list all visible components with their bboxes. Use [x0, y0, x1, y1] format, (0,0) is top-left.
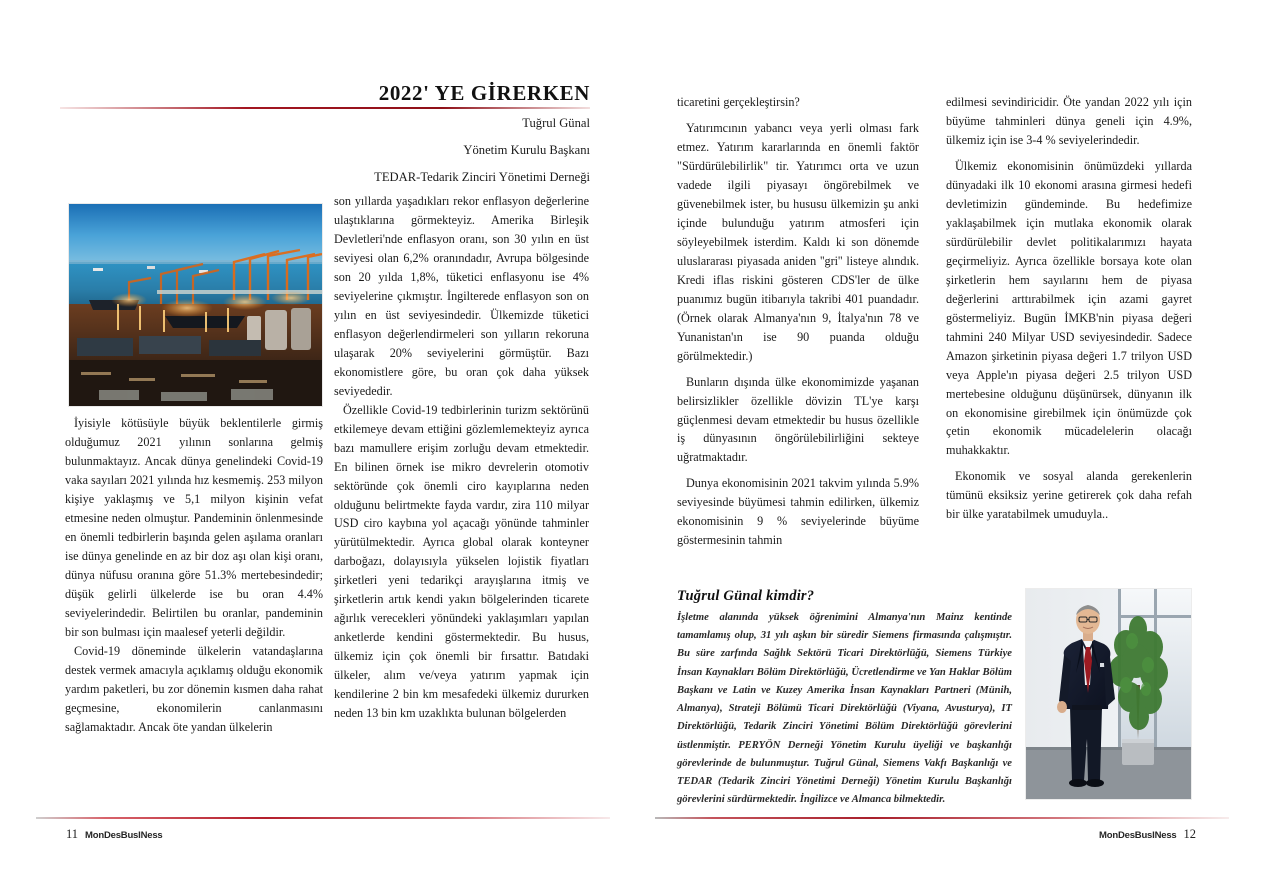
author-bio-text — [677, 588, 1012, 809]
paragraph: Bunların dışında ülke ekonomimizde yaşanan belirsizlikler özellikle dövizin TL'ye karşı güçlenmesi devam etmektedir bu husus özellikle iş dünyasının öngörülebilirliğini sekteye uğratmaktadır. — [677, 374, 919, 465]
paragraph: son yıllarda yaşadıkları rekor enflasyon değerlerine ulaştıklarına görmekteyiz. Amerika Birleşik Devletleri'nde enflasyon oranı, son 30 yılın en üst seviyesi olan 6,2% oranındadır, Avrupa bölgesinde son 20 yılda 1,8%, tüketici enflasyonu ise 4% seviyelerine çıkmıştır. İngilterede enflasyon son on yılın en üst seviyesindedir. Ülkemizde tüketici enflasyon değerlendirmeleri son yılların rekoruna ulaşarak 20% seviyelerini görmüştür. Bazı ekonomistlere göre, bu oran çok daha yüksek seviyededir. — [334, 194, 589, 398]
page-number-left: 11 — [66, 827, 79, 841]
paragraph: Covid-19 döneminde ülkelerin vatandaşlarına destek vermek amacıyla açıklamış olduğu ekonomik yardım paketleri, bu zor dönemin kısmen daha rahat geçmesine, ekonomilerin canlanmasını sağlamaktadır. Ancak öte yandan ülkelerin — [65, 643, 323, 734]
title-divider — [60, 107, 590, 109]
column-4 — [946, 93, 1192, 524]
byline — [300, 110, 590, 191]
brand-logo-right: MonDesBusINess — [1099, 830, 1177, 841]
byline-organization: TEDAR-Tedarik Zinciri Yönetimi Derneği — [374, 170, 590, 185]
bio-heading: Tuğrul Günal kimdir? — [677, 588, 815, 604]
brand-logo-left: MonDesBusINess — [85, 830, 163, 841]
column-2 — [334, 192, 589, 723]
paragraph: Yatırımcının yabancı veya yerli olması fark etmez. Yatırım kararlarında en önemli faktör "Sürdürülebilirlik" tir. Yatırımcı orta ve uzun vadede ilgili piyasayı öngörebilmek ve güvenebilmek ister, bu hususu ülkemizin şu anki içinde bulunduğu yatırım atmosferi için söyleyebilmek isterdim. Kaldı ki son dönemde uluslararası piyasada aniden ''gri'' listeye alındık. Kredi iflas riskini gösteren CDS'ler de ülke puanımız bugün itibarıyla takribi 401 puandadır. (Örnek olarak Almanya'nın 9, İtalya'nın 78 ve Yunanistan'ın ise 90 puanda olduğu görülmektedir.) — [677, 120, 919, 363]
paragraph: Ülkemiz ekonomisinin önümüzdeki yıllarda dünyadaki ilk 10 ekonomi arasına girmesi hedefi devletimizin gündeminde. Bu hedefimize yaklaşabilmek için mutlaka ekonomik olarak sürdürülebilir devlet politikalarımızı hayata geçirmeliyiz. Ayrıca özellikle borsaya kote olan şirketlerin hem sayılarını hem de piyasa değerlerini arttırabilmek için azami gayret göstermeliyiz. Bugün İMKB'nin piyasa değeri tahmini 240 Milyar USD seviyesindedir. Sadece Amazon şirketinin piyasa değeri 1.7 trilyon USD veya Apple'ın piyasa değeri 2.5 trilyon USD mertebesine olduğunu düşünürsek, dünyanın ilk on ekonomisine girebilmek için önümüzde çok çetin ekonomik mücadelelerin olacağı muhakkaktır. — [946, 158, 1192, 458]
column-3 — [677, 93, 919, 550]
footer-divider-right — [655, 817, 1229, 819]
footer-right — [1099, 827, 1196, 842]
paragraph: Ekonomik ve sosyal alanda gerekenlerin tümünü eksiksiz yerine getirerek çok daha refah bir ülke yaratabilmek umuduyla.. — [946, 469, 1192, 522]
footer-divider-left — [36, 817, 610, 819]
paragraph: ticaretini gerçekleştirsin? — [677, 95, 800, 109]
harbor-port-image — [68, 203, 323, 407]
footer-left — [66, 827, 163, 842]
bio-body: İşletme alanında yüksek öğrenimini Almanya'nın Mainz kentinde tamamlamış olup, 31 yılı aşkın bir süredir Siemens firmasında çalışmıştır. Bu süre zarfında Sağlık Sektörü Ticari Direktörlüğü, Siemens Türkiye İnsan Kaynakları Bölüm Direktörlüğü, Ücretlendirme ve Yan Haklar Bölüm Başkanı ve Latin ve Kuzey Amerika İnsan Kaynakları Partneri (Münih, Almanya), Strateji Bölümü Ticari Direktörlüğü (Viyana, Avusturya), IT Direktörlüğü, Tedarik Zinciri Yönetimi Bölüm Direktörlüğü görevlerini üstlenmiştir. PERYÖN Derneği Yönetim Kurulu üyeliği ve başkanlığı görevlerinde de bulunmuştur. Tuğrul Günal, Siemens Vakfı Başkanlığı ve TEDAR (Tedarik Zinciri Yönetimi Derneği) Yönetim Kurulu Başkanlığı görevlerini sürdürmektedir. İngilizce ve Almanca bilmektedir. — [677, 612, 1012, 806]
page-title: 2022' YE GİRERKEN — [378, 81, 590, 105]
column-1 — [65, 414, 323, 736]
page-number-right: 12 — [1183, 827, 1196, 841]
author-bio-block — [677, 588, 1192, 810]
paragraph: edilmesi sevindiricidir. Öte yandan 2022 yılı için büyüme tahminleri dünya geneli için 4.9%, ülkemiz için ise 3-4 % seviyelerindedir. — [946, 95, 1192, 147]
paragraph: Dunya ekonomisinin 2021 takvim yılında 5.9% seviyesinde büyümesi tahmin edilirken, ülkemiz ekonomisinin 9 % seviyelerinde büyüme göstermesinin tahmin — [677, 476, 919, 548]
byline-role: Yönetim Kurulu Başkanı — [463, 143, 590, 158]
author-portrait-image — [1025, 588, 1192, 800]
paragraph: Özellikle Covid-19 tedbirlerinin turizm sektörünü etkilemeye devam ettiğini gözlemlemekteyiz ayrıca bazı mamullere erişim zorluğu devam etmektedir. En bilinen örnek ise mikro devrelerin otomotiv sektöründe çok önemli ciro kayıplarına neden olduğunu belirtmekte fayda vardır, zira 110 milyar USD ciro kaybına yol açacağı yönünde tahminler yürütülmektedir. Ayrıca global olarak konteyner darboğazı, dolayısıyla yükselen lojistik fiyatları şirketleri yeni tedarikçi arayışlarına itmiş ve şirketlerin artık kendi yakın bölgelerinden ticarete ağırlık verecekleri yönündeki yaklaşımları yapılan anketlerde kendini göstermektedir. Bu husus, ülkemiz için çok önemli bir fırsattır. Batıdaki ülkeler, alım ve/veya yatırım yapmak için kendilerine 2 bin km mesafedeki ülkemiz dururken neden 13 bin km uzaklıkta bulunan bölgelerden — [334, 402, 589, 721]
paragraph: İyisiyle kötüsüyle büyük beklentilerle girmiş olduğumuz 2021 yılının sonlarına gelmiş bulunmaktayız. Ancak dünya genelindeki Covid-19 vaka sayıları 2021 yılında hız kesmemiş. 253 milyon kişiye yaklaşmış ve 5,1 milyon kişinin vefat etmesine neden olmuştur. Pandeminin önlenmesinde en önemli tedbirlerin başında gelen aşılama oranları ise dünya genelinde en az bir doz aşı olan kişi oranı, dünya nüfusu oranına göre 51.3% mertebesindedir; düşük gelirli ülkelerde ise bu oran 4.4% seviyelerindedir. Belirtilen bu oranlar, pandeminin bir son bulması için maalesef yeterli değildir. — [65, 416, 323, 639]
byline-author: Tuğrul Günal — [522, 116, 590, 130]
